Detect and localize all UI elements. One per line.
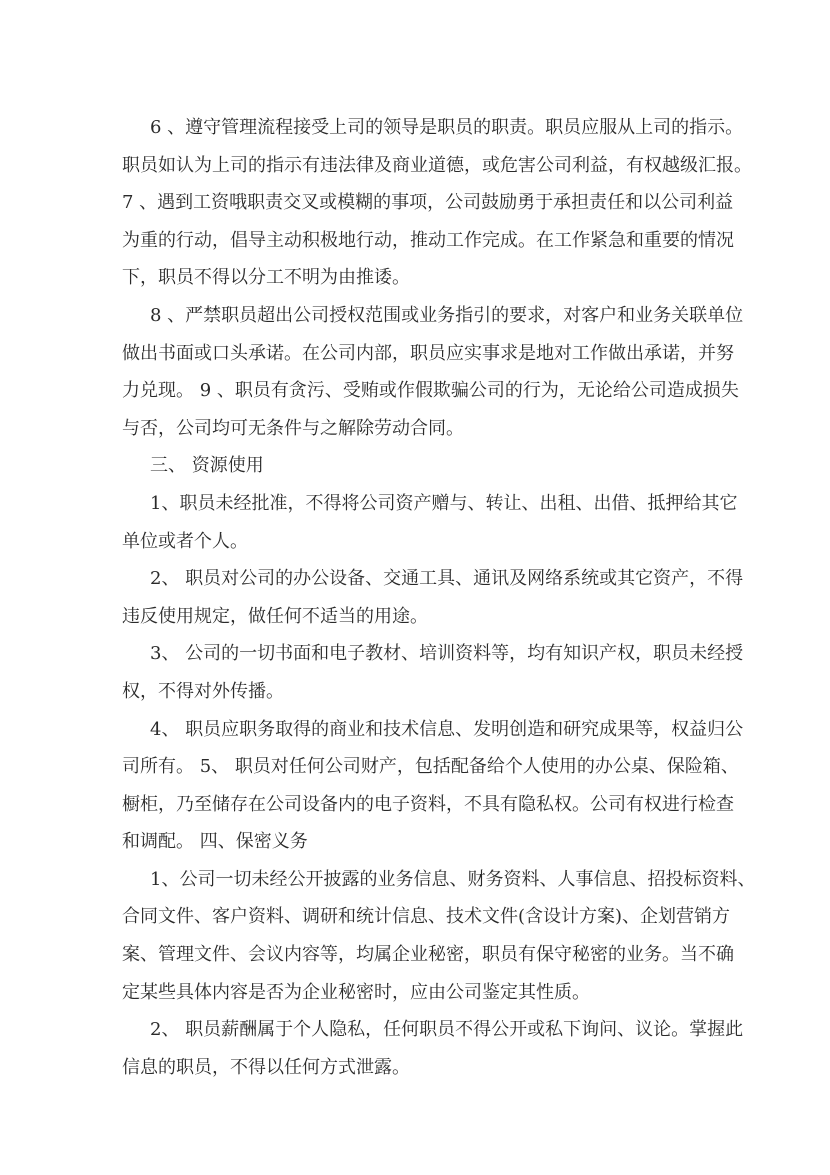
paragraph: [122, 635, 744, 710]
text-line: 4、 职员应职务取得的商业和技术信息、发明创造和研究成果等，权益归公: [150, 718, 744, 740]
text-line: 职员如认为上司的指示有违法律及商业道德，或危害公司利益，有权越级汇报。: [122, 154, 752, 176]
text-line: 做出书面或口头承诺。在公司内部，职员应实事求是地对工作做出承诺，并努: [122, 342, 734, 364]
paragraph: [122, 1011, 744, 1086]
text-line: 橱柜，乃至储存在公司设备内的电子资料，不具有隐私权。公司有权进行检查: [122, 793, 734, 815]
text-line: 和调配。 四、保密义务: [122, 831, 308, 853]
text-line: 定某些具体内容是否为企业秘密时，应由公司鉴定其性质。: [122, 981, 590, 1003]
text-line: 三、 资源使用: [150, 455, 264, 477]
text-line: 信息的职员，不得以任何方式泄露。: [122, 1056, 410, 1078]
text-line: 下，职员不得以分工不明为由推诿。: [122, 267, 410, 289]
paragraph: [122, 447, 718, 485]
text-line: 合同文件、客户资料、调研和统计信息、技术文件(含设计方案)、企划营销方: [122, 906, 731, 928]
text-line: 与否，公司均可无条件与之解除劳动合同。: [122, 417, 464, 439]
paragraph: [122, 297, 744, 447]
text-line: 8 、严禁职员超出公司授权范围或业务指引的要求，对客户和业务关联单位: [150, 304, 744, 326]
text-line: 司所有。 5、 职员对任何公司财产，包括配备给个人使用的办公桌、保险箱、: [122, 756, 739, 778]
document-body: [122, 109, 756, 1086]
text-line: 1、职员未经批准，不得将公司资产赠与、转让、出租、出借、抵押给其它: [150, 492, 738, 514]
text-line: 为重的行动，倡导主动积极地行动，推动工作完成。在工作紧急和重要的情况: [122, 229, 734, 251]
paragraph: [122, 711, 744, 861]
text-line: 违反使用规定，做任何不适当的用途。: [122, 605, 428, 627]
text-line: 权，不得对外传播。: [122, 680, 284, 702]
text-line: 2、 职员薪酬属于个人隐私，任何职员不得公开或私下询问、议论。掌握此: [150, 1019, 744, 1041]
text-line: 7 、遇到工资哦职责交叉或模糊的事项，公司鼓励勇于承担责任和以公司利益: [122, 192, 734, 214]
paragraph: [122, 184, 734, 297]
paragraph: [122, 109, 752, 184]
text-line: 1、公司一切未经公开披露的业务信息、财务资料、人事信息、招投标资料、: [150, 868, 756, 890]
paragraph: [122, 485, 738, 560]
paragraph: [122, 861, 756, 1011]
text-line: 单位或者个人。: [122, 530, 248, 552]
text-line: 6 、遵守管理流程接受上司的领导是职员的职责。职员应服从上司的指示。: [150, 117, 744, 138]
text-line: 案、管理文件、会议内容等，均属企业秘密，职员有保守秘密的业务。当不确: [122, 944, 734, 966]
paragraph: [122, 560, 744, 635]
text-line: 力兑现。 9 、职员有贪污、受贿或作假欺骗公司的行为，无论给公司造成损失: [122, 380, 739, 402]
text-line: 3、 公司的一切书面和电子教材、培训资料等，均有知识产权，职员未经授: [150, 643, 744, 665]
text-line: 2、 职员对公司的办公设备、交通工具、通讯及网络系统或其它资产，不得: [150, 568, 744, 590]
